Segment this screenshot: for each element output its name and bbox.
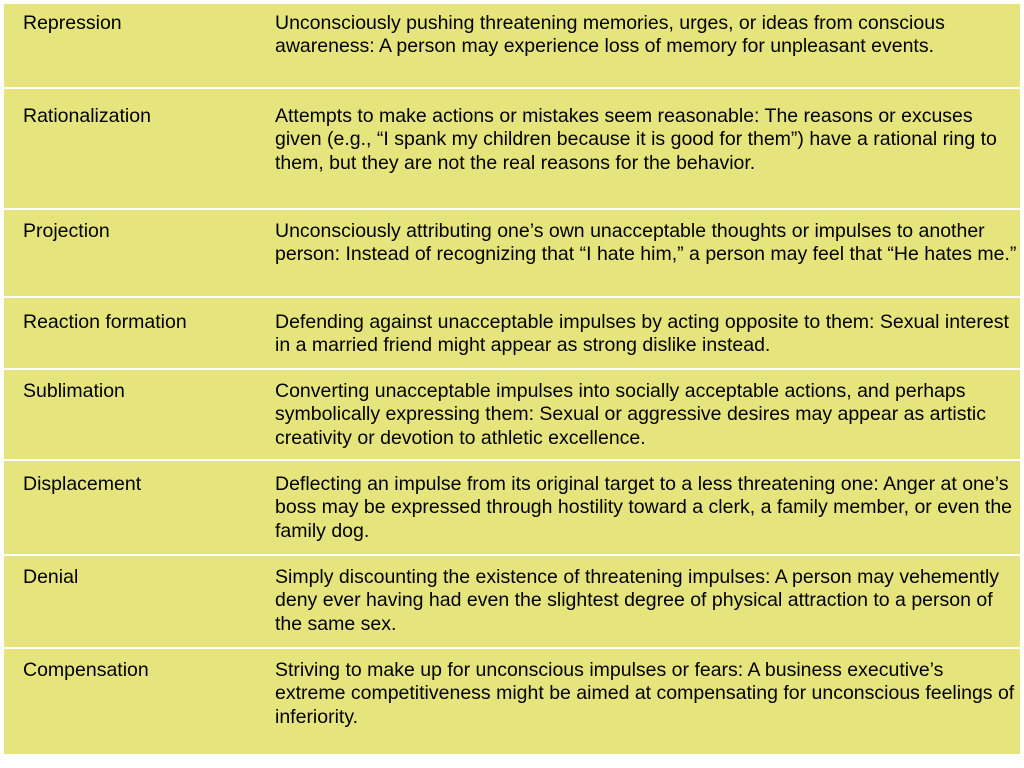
term-description: Defending against unacceptable impulses by acting opposite to them: Sexual interest in a married friend might appear as strong dislike instead. — [275, 311, 1009, 357]
table-row — [4, 370, 1020, 459]
description-cell — [255, 4, 1020, 87]
term-cell — [4, 210, 255, 296]
term-label: Displacement — [23, 473, 142, 495]
description-cell — [255, 649, 1020, 754]
defense-mechanisms-table — [4, 2, 1020, 756]
description-cell — [255, 556, 1020, 647]
term-label: Rationalization — [23, 105, 151, 127]
table-row — [4, 89, 1020, 208]
term-description: Unconsciously attributing one’s own unacceptable thoughts or impulses to another person: Instead of recognizing that “I hate him,” a person may feel that “He hates me.” — [275, 220, 1017, 266]
term-label: Denial — [23, 566, 79, 588]
term-cell — [4, 370, 255, 459]
term-label: Compensation — [23, 659, 149, 681]
description-cell — [255, 298, 1020, 368]
description-cell — [255, 89, 1020, 208]
table-row — [4, 298, 1020, 368]
term-label: Sublimation — [23, 380, 125, 402]
term-description: Deflecting an impulse from its original target to a less threatening one: Anger at one’s boss may be expressed through hostility toward a clerk, a family member, or even the family dog. — [275, 473, 1013, 542]
term-label: Reaction formation — [23, 311, 187, 333]
term-description: Simply discounting the existence of threatening impulses: A person may vehemently deny ever having had even the slightest degree of physical attraction to a person of the same sex. — [275, 566, 1000, 635]
term-cell — [4, 461, 255, 554]
term-cell — [4, 298, 255, 368]
term-cell — [4, 4, 255, 87]
table-row — [4, 556, 1020, 647]
term-description: Attempts to make actions or mistakes seem reasonable: The reasons or excuses given (e.g., “I spank my children because it is good for them”) have a rational ring to them, but they are not the real reasons for the behavior. — [275, 105, 997, 174]
table-row — [4, 649, 1020, 754]
table-row — [4, 210, 1020, 296]
term-label: Repression — [23, 12, 122, 34]
term-cell — [4, 556, 255, 647]
table-row — [4, 461, 1020, 554]
term-cell — [4, 649, 255, 754]
term-description: Striving to make up for unconscious impulses or fears: A business executive’s extreme competitiveness might be aimed at compensating for unconscious feelings of inferiority. — [275, 659, 1015, 728]
table-row — [4, 4, 1020, 87]
term-cell — [4, 89, 255, 208]
description-cell — [255, 210, 1020, 296]
term-label: Projection — [23, 220, 110, 242]
description-cell — [255, 461, 1020, 554]
term-description: Unconsciously pushing threatening memories, urges, or ideas from conscious awareness: A person may experience loss of memory for unpleasant events. — [275, 12, 945, 58]
defense-mechanisms-table-container — [4, 4, 1020, 762]
term-description: Converting unacceptable impulses into socially acceptable actions, and perhaps symbolically expressing them: Sexual or aggressive desires may appear as artistic creativity or devotion to athletic excellence. — [275, 380, 986, 449]
description-cell — [255, 370, 1020, 459]
